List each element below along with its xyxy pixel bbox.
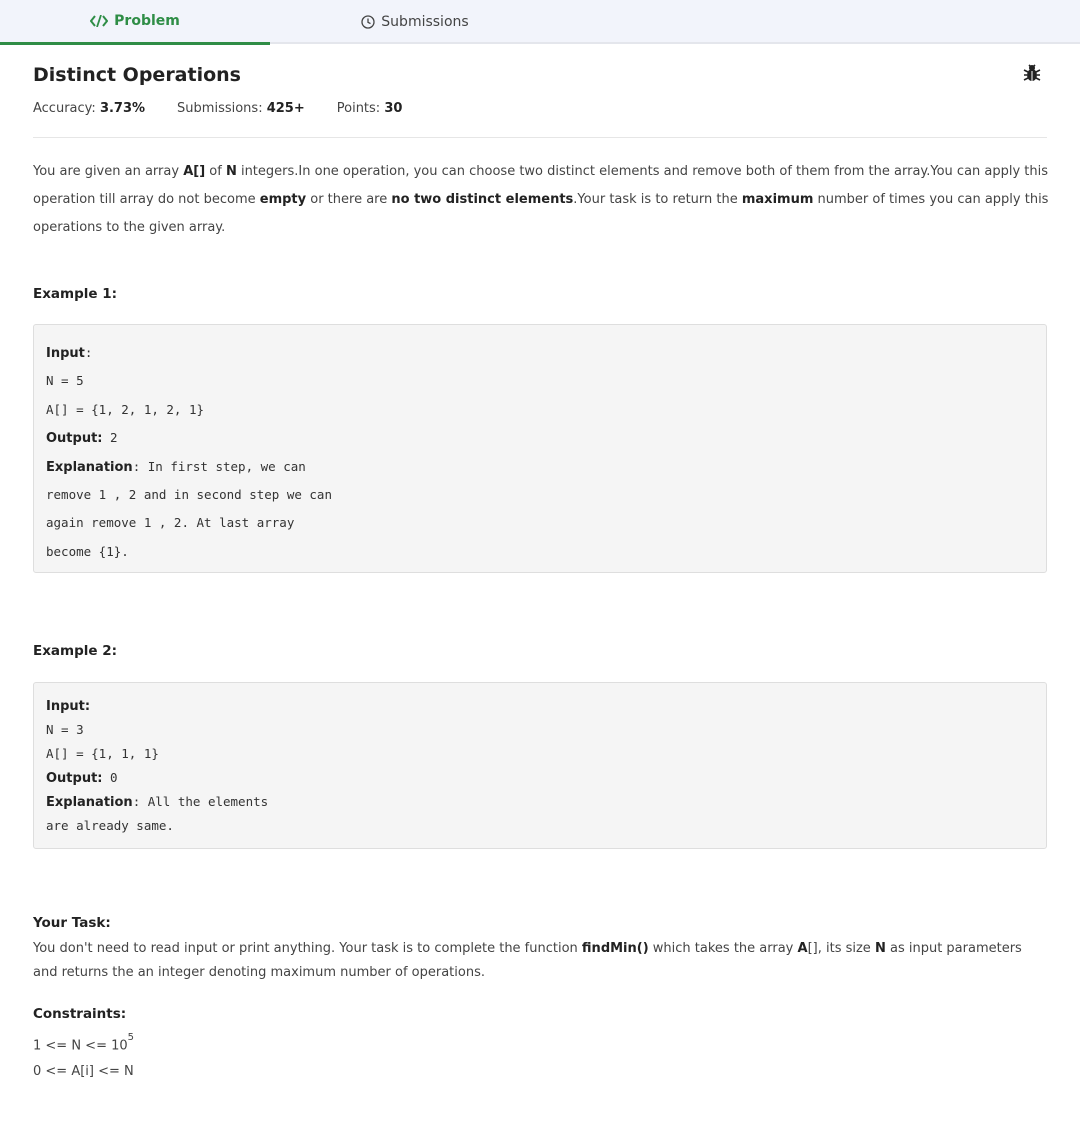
task-text: You don't need to read input or print anything. Your task is to complete the function findMin() which takes the array A[], its size N as input parameters and returns the an integer denoting maximum number of operations. [33,941,1022,980]
problem-title: Distinct Operations [33,64,241,86]
clock-icon [361,15,375,29]
example2-n: N = 3 [46,722,84,737]
example2-title: Example 2: [33,643,118,659]
example1-explanation-line: remove 1 , 2 and in second step we can [46,486,332,502]
tab-submissions[interactable] [270,0,560,44]
example1-a: A[] = {1, 2, 1, 2, 1} [46,401,205,417]
example2-input-label: Input: [46,699,91,714]
example2-box: Input: N = 3 A[] = {1, 1, 1} Output: 0 Explanation: All the elements are already same. [33,682,1047,849]
problem-description: You are given an array A[] of N integers.In one operation, you can choose two distinct elements and remove both of them from the array.You can apply this operation till array do not become empty or there are no two distinct elements.Your task is to return the maximum number of times you can apply this operations to the given array. [33,164,1049,235]
tab-submissions-label: Submissions [381,14,469,30]
example2-a: A[] = {1, 1, 1} [46,746,159,761]
accuracy: Accuracy: 3.73% [33,101,146,116]
example1-output-label: Output: [46,431,103,447]
example2-explanation-label: Explanation [46,795,133,810]
constraint-n: $1 <= N <= 10^5$ [33,1032,135,1054]
submissions-count: Submissions: 425+ [177,101,305,116]
tab-problem-label: Problem [114,13,180,29]
example1-output-value: 2 [102,430,118,446]
example1-n: N = 5 [46,373,84,389]
example1-box: Input: N = 5 A[] = {1, 2, 1, 2, 1} Output: 2 Explanation: In first step, we can remove 1 , 2 and in second step we can again remove 1 , 2. At last array become {1}. [33,324,1047,573]
example1-explanation-label: Explanation [46,459,133,475]
example2-output-value: 0 [102,770,118,785]
constraints-title: Constraints: [33,1006,127,1022]
example1-input-label: Input [46,346,85,361]
tab-problem[interactable] [0,0,270,45]
divider [33,137,1047,138]
example1-explanation-line: again remove 1 , 2. At last array [46,515,295,531]
task-title: Your Task: [33,915,111,931]
example1-title: Example 1: [33,286,118,302]
example1-explanation-line: become {1}. [46,543,129,559]
tab-bar [0,0,1080,44]
example2-explanation-line: are already same. [46,818,174,833]
example2-output-label: Output: [46,771,103,786]
code-icon [90,15,108,27]
problem-meta [33,101,434,116]
constraint-a: 0 <= A[i] <= N [33,1064,134,1079]
bug-report-icon[interactable] [1021,62,1043,84]
points: Points: 30 [336,101,403,116]
